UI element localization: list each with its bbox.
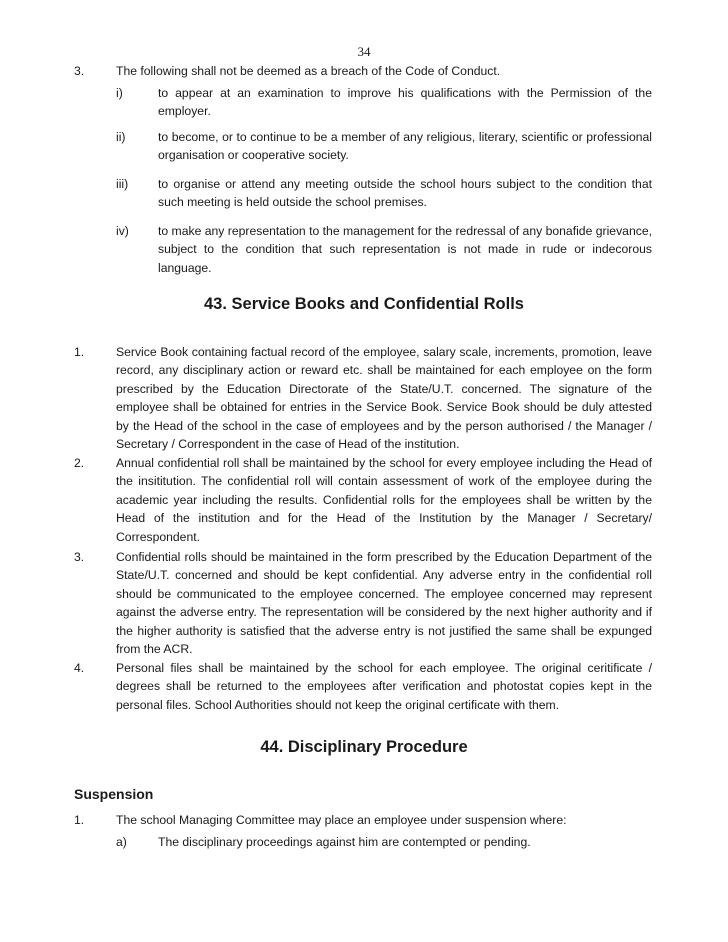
code-of-conduct-subitem-iii: [116, 175, 652, 212]
section-44-title: 44. Disciplinary Procedure: [260, 738, 468, 756]
section-43-title: 43. Service Books and Confidential Rolls: [203, 295, 524, 313]
item-number: 1.: [74, 813, 85, 827]
subitem-text: to make any representation to the management for the redressal of any bonafide grievance, subject to the condition that such representation is not made in rude or indecorous language.: [158, 224, 652, 275]
suspension-subheading: Suspension: [74, 786, 154, 802]
subitem-text: to appear at an examination to improve his qualifications with the Permission of the employer.: [158, 86, 652, 119]
subitem-number: iv): [116, 224, 129, 238]
service-books-item-3: [74, 548, 652, 658]
code-of-conduct-item-3: [74, 62, 652, 80]
item-text: The following shall not be deemed as a breach of the Code of Conduct.: [116, 64, 501, 78]
subitem-text: The disciplinary proceedings against him are contempted or pending.: [158, 835, 531, 849]
item-text: The school Managing Committee may place an employee under suspension where:: [116, 813, 567, 827]
item-number: 2.: [74, 456, 85, 470]
item-number: 1.: [74, 345, 85, 359]
service-books-item-2: [74, 454, 652, 546]
suspension-subitem-a: [116, 833, 652, 851]
item-number: 3.: [74, 64, 85, 78]
subitem-number: ii): [116, 130, 126, 144]
item-text: Confidential rolls should be maintained in the form prescribed by the Education Department of the State/U.T. concerned and should be kept confidential. Any adverse entry in the confidential roll should be communicated to the employee concerned. The employee concerned may represent against the adverse entry. The representation will be considered by the next higher authority and if the higher authority is satisfied that the adverse entry is not justified the same shall be expunged from the ACR.: [116, 550, 652, 657]
suspension-item-1: [74, 811, 652, 829]
item-text: Service Book containing factual record of the employee, salary scale, increments, promotion, leave record, any disciplinary action or reward etc. shall be maintained for each employee on the form prescribed by the Education Directorate of the State/U.T. concerned. The signature of the employee shall be obtained for entries in the Service Book. Service Book should be duly attested by the Head of the school in the case of employees and by the person authorised / the Manager / Secretary / Correspondent in the case of Head of the institution.: [116, 345, 652, 452]
code-of-conduct-subitem-iv: [116, 222, 652, 277]
subitem-text: to organise or attend any meeting outside the school hours subject to the condition that such meeting is held outside the school premises.: [158, 177, 652, 210]
code-of-conduct-subitem-i: [116, 84, 652, 121]
service-books-item-1: [74, 343, 652, 453]
item-number: 4.: [74, 661, 85, 675]
item-text: Annual confidential roll shall be maintained by the school for every employee including the Head of the insititution. The confidential roll will contain assessment of work of the employee during the academic year including the results. Confidential rolls for the employees shall be written by the Head of the institution and for the Head of the Institution by the Manager / Secretary/ Correspondent.: [116, 456, 652, 544]
subitem-number: iii): [116, 177, 129, 191]
page-number: 34: [357, 44, 371, 59]
subitem-number: a): [116, 835, 127, 849]
service-books-item-4: [74, 659, 652, 714]
code-of-conduct-subitem-ii: [116, 128, 652, 165]
subitem-text: to become, or to continue to be a member of any religious, literary, scientific or professional organisation or cooperative society.: [158, 130, 652, 163]
item-text: Personal files shall be maintained by the school for each employee. The original ceritificate / degrees shall be returned to the employees after verification and photostat copies kept in the personal files. School Authorities should not keep the original certificate with them.: [116, 661, 652, 712]
item-number: 3.: [74, 550, 85, 564]
subitem-number: i): [116, 86, 123, 100]
